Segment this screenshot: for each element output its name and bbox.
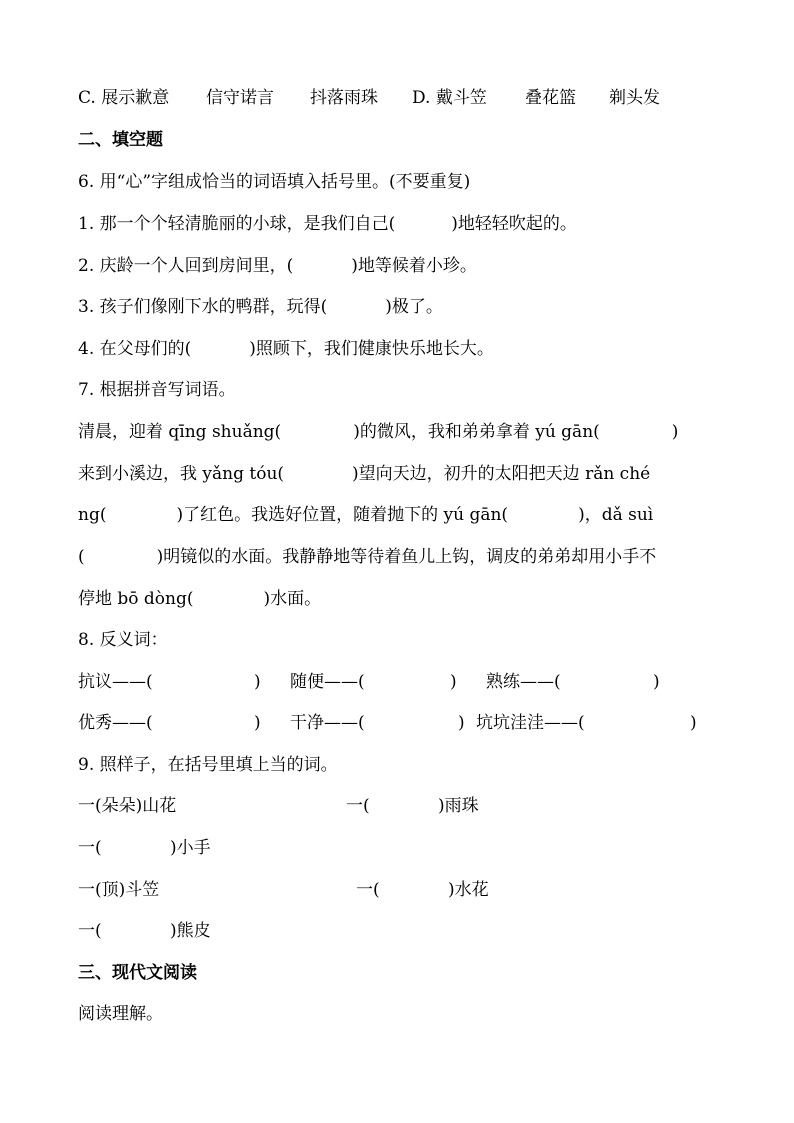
q6-sentence-4: 4. 在父母们的( )照顾下，我们健康快乐地长大。: [78, 339, 494, 359]
option-c-3: 抖落雨珠: [310, 88, 378, 108]
q6-sentence-3: 3. 孩子们像刚下水的鸭群，玩得( )极了。: [78, 297, 443, 317]
q7-prompt: 7. 根据拼音写词语。: [78, 380, 236, 400]
option-c-1: C. 展示歉意: [78, 88, 170, 108]
section-title-fill-in: 二、填空题: [78, 130, 163, 150]
q8-row-1: 抗议——( ) 随便——( ) 熟练——( ): [78, 672, 660, 692]
q9-row-4: 一( )熊皮: [78, 921, 211, 941]
q8-row-2: 优秀——( ) 干净——( ) 坑坑洼洼——( ): [78, 713, 697, 733]
option-d-1: D. 戴斗笠: [412, 88, 487, 108]
q7-line-4: ( )明镜似的水面。我静静地等待着鱼儿上钩，调皮的弟弟却用小手不: [78, 547, 657, 567]
q9-row-2: 一( )小手: [78, 838, 211, 858]
q6-prompt: 6. 用“心”字组成恰当的词语填入括号里。(不要重复): [78, 172, 471, 192]
option-c-2: 信守诺言: [206, 88, 274, 108]
section-title-reading: 三、现代文阅读: [78, 963, 197, 983]
q7-line-2: 来到小溪边，我 yǎng tóu( )望向天边，初升的太阳把天边 rǎn ché: [78, 464, 651, 484]
q9-row-1: 一(朵朵)山花 一( )雨珠: [78, 796, 479, 816]
q7-line-1: 清晨，迎着 qīng shuǎng( )的微风，我和弟弟拿着 yú gān( ): [78, 422, 679, 442]
q7-line-3: ng( )了红色。我选好位置，随着抛下的 yú gān( )，dǎ suì: [78, 505, 654, 525]
q8-prompt: 8. 反义词：: [78, 630, 168, 650]
option-d-2: 叠花篮: [525, 88, 576, 108]
reading-prompt: 阅读理解。: [78, 1004, 163, 1024]
q6-sentence-1: 1. 那一个个轻清脆丽的小球，是我们自己( )地轻轻吹起的。: [78, 214, 577, 234]
q6-sentence-2: 2. 庆龄一个人回到房间里，( )地等候着小珍。: [78, 256, 477, 276]
q7-line-5: 停地 bō dòng( )水面。: [78, 589, 322, 609]
q9-row-3: 一(顶)斗笠 一( )水花: [78, 880, 489, 900]
option-d-3: 剃头发: [609, 88, 660, 108]
q9-prompt: 9. 照样子，在括号里填上当的词。: [78, 755, 338, 775]
